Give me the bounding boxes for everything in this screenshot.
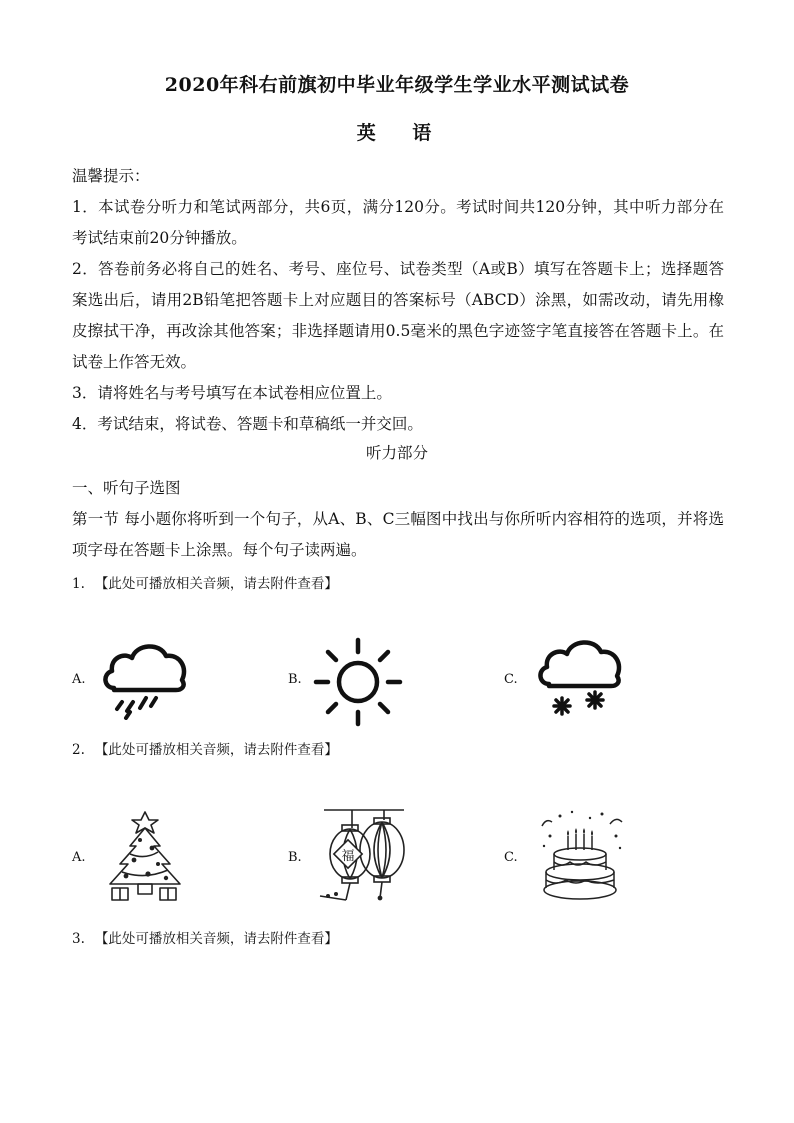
option-letter: B. (288, 850, 302, 865)
question-2 (72, 738, 338, 758)
notice-item: 2．答卷前务必将自己的姓名、考号、座位号、试卷类型（A或B）填写在答题卡上；选择题答案选出后，请用2B铅笔把答题卡上对应题目的答案标号（ABCD）涂黑，如需改动，请先用橡皮擦拭干净，再改涂其他答案；非选择题请用0.5毫米的黑色字迹签字笔直接答在答题卡上。在试卷上作答无效。 (72, 260, 724, 371)
audio-note[interactable]: 【此处可播放相关音频，请去附件查看】 (94, 742, 338, 758)
listening-section-title: 听力部分 (365, 444, 428, 462)
question-number: 2. (72, 742, 85, 758)
audio-note[interactable]: 【此处可播放相关音频，请去附件查看】 (94, 576, 338, 592)
option-letter: C. (504, 850, 518, 865)
question-number: 3. (72, 931, 85, 947)
audio-note[interactable]: 【此处可播放相关音频，请去附件查看】 (94, 931, 338, 947)
instruction-text: 第一节 每小题你将听到一个句子，从A、B、C三幅图中找出与你所听内容相符的选项，并将选项字母在答题卡上涂黑。每个句子读两遍。 (72, 510, 724, 559)
notice-heading: 温馨提示： (72, 167, 150, 185)
notice-item: 3．请将姓名与考号填写在本试卷相应位置上。 (72, 384, 392, 402)
question-1 (72, 572, 338, 592)
notice-list (72, 192, 724, 440)
part-instruction (72, 504, 724, 566)
notice-item: 4．考试结束，将试卷、答题卡和草稿纸一并交回。 (72, 415, 423, 433)
option-letter: C. (504, 672, 518, 687)
sun-icon[interactable] (312, 636, 404, 728)
option-letter: B. (288, 672, 302, 687)
lanterns-icon[interactable] (316, 806, 412, 904)
notice-item: 1．本试卷分听力和笔试两部分，共6页，满分120分。考试时间共120分钟，其中听力部分在考试结束前20分钟播放。 (72, 198, 724, 247)
option-letter: A. (72, 850, 86, 865)
subject-title: 英 语 (356, 122, 438, 144)
part-title: 一、听句子选图 (72, 479, 181, 497)
exam-title: 2020年科右前旗初中毕业年级学生学业水平测试试卷 (164, 74, 630, 96)
lantern-character: 福 (341, 849, 355, 864)
snow-cloud-icon[interactable] (535, 634, 627, 720)
christmas-tree-icon[interactable] (100, 808, 190, 908)
question-3 (72, 927, 338, 947)
rain-cloud-icon[interactable] (100, 638, 190, 720)
option-letter: A. (72, 672, 86, 687)
birthday-cake-icon[interactable] (532, 806, 628, 904)
question-number: 1. (72, 576, 85, 592)
